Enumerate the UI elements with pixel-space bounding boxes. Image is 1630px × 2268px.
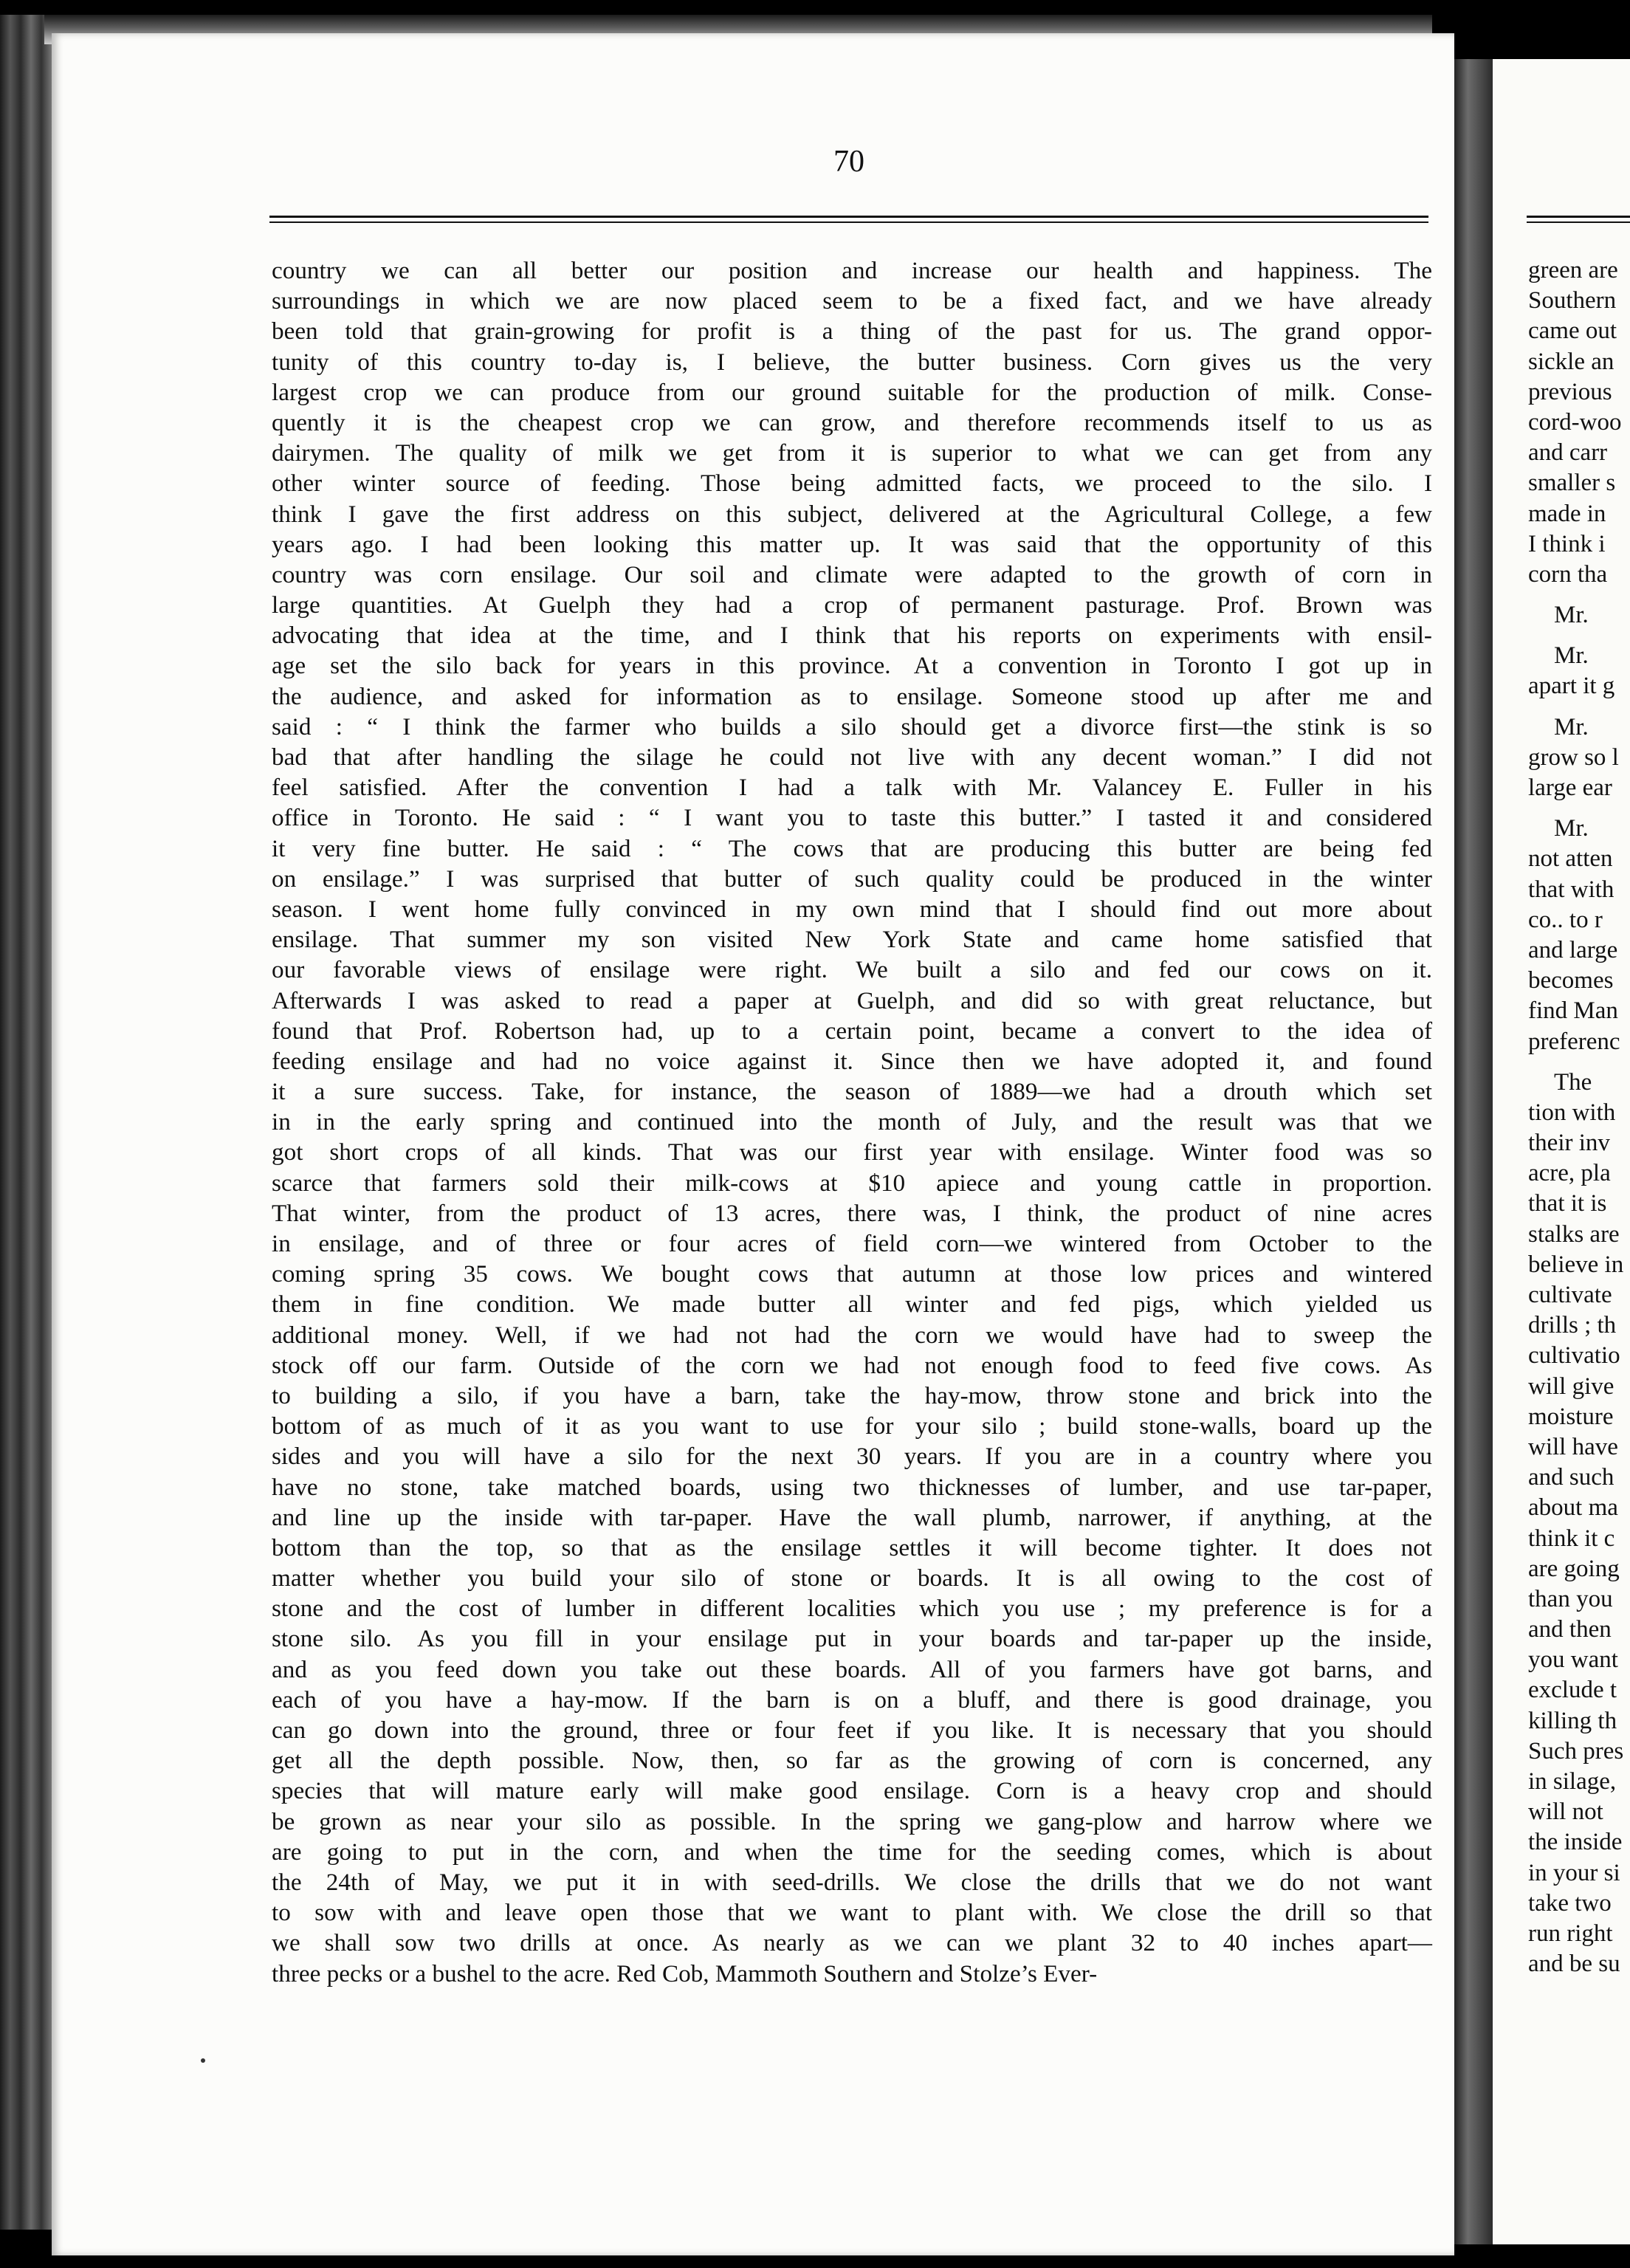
facing-text-line: green are: [1528, 257, 1618, 284]
facing-text-line: the inside: [1528, 1829, 1623, 1856]
facing-text-line: that with: [1528, 876, 1614, 903]
text-line: country was corn ensilage. Our soil and climate were adapted to the growth of corn in: [272, 560, 1432, 588]
text-line: in ensilage, and of three or four acres of field corn—we wintered from October to the: [272, 1230, 1432, 1257]
facing-text-line: co.. to r: [1528, 906, 1603, 933]
text-line: have no stone, take matched boards, using two thicknesses of lumber, and use tar-paper,: [272, 1473, 1432, 1501]
text-line: our favorable views of ensilage were right. We built a silo and fed our cows on it.: [272, 956, 1432, 984]
facing-page-text: [1528, 255, 1630, 1979]
text-line: dairymen. The quality of milk we get from it is superior to what we can get from any: [272, 439, 1432, 467]
facing-text-line: sickle an: [1528, 348, 1614, 375]
facing-text-line: Such pres: [1528, 1737, 1624, 1764]
facing-header-rule-secondary: [1527, 221, 1630, 223]
facing-text-line: drills ; th: [1528, 1312, 1617, 1339]
facing-text-line: and large: [1528, 936, 1618, 963]
text-line: tunity of this country to-day is, I believe, the butter business. Corn gives us the very: [272, 348, 1432, 376]
facing-text-line: previous: [1528, 378, 1612, 405]
text-line: office in Toronto. He said : “ I want you to taste this butter.” I tasted it and considered: [272, 804, 1432, 832]
text-line: additional money. Well, if we had not had the corn we would have had to sweep the: [272, 1321, 1432, 1349]
text-line: scarce that farmers sold their milk-cows at $10 apiece and young cattle in proportion.: [272, 1169, 1432, 1197]
text-line: years ago. I had been looking this matter up. It was said that the opportunity of this: [272, 530, 1432, 558]
facing-text-line: cultivatio: [1528, 1342, 1620, 1370]
text-line: the audience, and asked for information as to ensilage. Someone stood up after me and: [272, 682, 1432, 710]
text-line: surroundings in which we are now placed seem to be a fixed fact, and we have already: [272, 287, 1432, 315]
facing-text-line: preferenc: [1528, 1028, 1620, 1055]
text-line: ensilage. That summer my son visited New York State and came home satisfied that: [272, 926, 1432, 954]
page-number: 70: [833, 145, 864, 179]
text-line: age set the silo back for years in this province. At a convention in Toronto I got up in: [272, 652, 1432, 680]
facing-text-line: Mr.: [1554, 713, 1589, 740]
text-line: stone silo. As you fill in your ensilage put in your boards and tar-paper up the inside,: [272, 1625, 1432, 1653]
text-line: got short crops of all kinds. That was our first year with ensilage. Winter food was so: [272, 1138, 1432, 1166]
book-gutter: [1454, 59, 1493, 2244]
body-text: [272, 255, 1432, 1989]
text-line: on ensilage.” I was surprised that butter of such quality could be produced in the winter: [272, 865, 1432, 893]
facing-text-line: will give: [1528, 1372, 1614, 1400]
facing-text-line: tion with: [1528, 1099, 1616, 1126]
facing-text-line: about ma: [1528, 1494, 1618, 1522]
text-line: coming spring 35 cows. We bought cows that autumn at those low prices and wintered: [272, 1260, 1432, 1288]
facing-text-line: stalks are: [1528, 1220, 1620, 1248]
facing-text-line: made in: [1528, 500, 1606, 527]
facing-text-line: Mr.: [1554, 815, 1589, 842]
text-line: found that Prof. Robertson had, up to a certain point, became a convert to the idea of: [272, 1017, 1432, 1045]
facing-text-line: and carr: [1528, 439, 1608, 467]
text-line: country we can all better our position and increase our health and happiness. The: [272, 257, 1432, 284]
facing-text-line: killing th: [1528, 1707, 1617, 1734]
text-line: feeding ensilage and had no voice against it. Since then we have adopted it, and found: [272, 1047, 1432, 1075]
facing-text-line: are going: [1528, 1555, 1620, 1582]
facing-text-line: will have: [1528, 1433, 1618, 1460]
text-line: bad that after handling the silage he could not live with any decent woman.” I did not: [272, 743, 1432, 771]
facing-text-line: I think i: [1528, 530, 1606, 557]
facing-text-line: their inv: [1528, 1130, 1610, 1157]
text-line: them in fine condition. We made butter all winter and fed pigs, which yielded us: [272, 1291, 1432, 1319]
text-line: think I gave the first address on this subject, delivered at the Agricultural College, a few: [272, 500, 1432, 528]
header-rule-secondary: [269, 221, 1428, 223]
facing-text-line: The: [1554, 1068, 1592, 1096]
text-line: stock off our farm. Outside of the corn we had not enough food to feed five cows. As: [272, 1351, 1432, 1379]
facing-text-line: in silage,: [1528, 1768, 1617, 1795]
facing-text-line: that it is: [1528, 1190, 1607, 1217]
text-line: feel satisfied. After the convention I had a talk with Mr. Valancey E. Fuller in his: [272, 774, 1432, 802]
text-line: each of you have a hay-mow. If the barn is on a bluff, and there is good drainage, you: [272, 1685, 1432, 1714]
facing-text-line: and such: [1528, 1464, 1614, 1491]
text-line: Afterwards I was asked to read a paper at Guelph, and did so with great reluctance, but: [272, 986, 1432, 1014]
text-line: and as you feed down you take out these boards. All of you farmers have got barns, and: [272, 1655, 1432, 1683]
facing-text-line: came out: [1528, 317, 1617, 345]
facing-text-line: find Man: [1528, 997, 1618, 1025]
facing-text-line: acre, pla: [1528, 1160, 1611, 1187]
text-line: other winter source of feeding. Those being admitted facts, we proceed to the silo. I: [272, 470, 1432, 498]
facing-text-line: apart it g: [1528, 673, 1615, 700]
text-line: are going to put in the corn, and when the time for the seeding comes, which is about: [272, 1838, 1432, 1866]
text-line: bottom than the top, so that as the ensilage settles it will become tighter. It does not: [272, 1533, 1432, 1561]
text-line: can go down into the ground, three or four feet if you like. It is necessary that you should: [272, 1717, 1432, 1744]
facing-text-line: exclude t: [1528, 1677, 1617, 1704]
facing-text-line: Mr.: [1554, 642, 1589, 670]
facing-text-line: not atten: [1528, 845, 1613, 873]
text-line: species that will mature early will make good ensilage. Corn is a heavy crop and should: [272, 1777, 1432, 1805]
facing-text-line: becomes: [1528, 967, 1614, 994]
text-line: and line up the inside with tar-paper. Have the wall plumb, narrower, if anything, at the: [272, 1503, 1432, 1531]
text-line: large quantities. At Guelph they had a crop of permanent pasturage. Prof. Brown was: [272, 591, 1432, 619]
text-line: be grown as near your silo as possible. In the spring we gang-plow and harrow where we: [272, 1807, 1432, 1835]
text-line: stone and the cost of lumber in different localities which you use ; my preference is for a: [272, 1595, 1432, 1623]
text-line: to sow with and leave open those that we want to plant with. We close the drill so that: [272, 1899, 1432, 1927]
facing-text-line: large ear: [1528, 774, 1612, 801]
text-line: season. I went home fully convinced in my own mind that I should find out more about: [272, 895, 1432, 923]
text-line: to building a silo, if you have a barn, take the hay-mow, throw stone and brick into the: [272, 1381, 1432, 1409]
text-line: we shall sow two drills at once. As nearly as we can we plant 32 to 40 inches apart—: [272, 1929, 1432, 1957]
facing-text-line: will not: [1528, 1798, 1603, 1826]
text-line: said : “ I think the farmer who builds a silo should get a divorce first—the stink is so: [272, 712, 1432, 740]
facing-text-line: Mr.: [1554, 602, 1589, 629]
text-line: in in the early spring and continued into the month of July, and the result was that we: [272, 1108, 1432, 1136]
text-line: largest crop we can produce from our ground suitable for the production of milk. Conse-: [272, 378, 1432, 406]
facing-text-line: in your si: [1528, 1859, 1620, 1886]
facing-text-line: smaller s: [1528, 470, 1616, 497]
text-line: get all the depth possible. Now, then, so far as the growing of corn is concerned, any: [272, 1747, 1432, 1775]
facing-text-line: and then: [1528, 1616, 1612, 1643]
facing-text-line: grow so l: [1528, 743, 1619, 771]
facing-text-line: Southern: [1528, 287, 1617, 315]
text-line: it a sure success. Take, for instance, the season of 1889—we had a drouth which set: [272, 1078, 1432, 1106]
text-line: advocating that idea at the time, and I think that his reports on experiments with ensil-: [272, 622, 1432, 650]
text-line: the 24th of May, we put it in with seed-drills. We close the drills that we do not want: [272, 1868, 1432, 1896]
text-line: been told that grain-growing for profit is a thing of the past for us. The grand oppor-: [272, 317, 1432, 346]
facing-text-line: than you: [1528, 1585, 1613, 1612]
facing-text-line: cord-woo: [1528, 408, 1622, 436]
facing-text-line: take two: [1528, 1889, 1612, 1917]
facing-text-line: run right: [1528, 1920, 1613, 1947]
facing-text-line: and be su: [1528, 1951, 1620, 1978]
facing-text-line: believe in: [1528, 1251, 1624, 1278]
text-line: matter whether you build your silo of stone or boards. It is all owing to the cost of: [272, 1564, 1432, 1592]
facing-text-line: corn tha: [1528, 560, 1608, 588]
facing-text-line: moisture: [1528, 1403, 1614, 1430]
facing-text-line: you want: [1528, 1646, 1618, 1674]
page-stack-edge: [0, 15, 52, 2230]
facing-header-rule: [1527, 216, 1630, 218]
header-rule: [269, 216, 1428, 218]
text-line: bottom of as much of it as you want to use for your silo ; build stone-walls, board up the: [272, 1412, 1432, 1440]
facing-text-line: think it c: [1528, 1525, 1615, 1552]
text-line: it very fine butter. He said : “ The cows that are producing this butter are being fed: [272, 834, 1432, 862]
speck: [201, 2058, 205, 2063]
text-line: three pecks or a bushel to the acre. Red Cob, Mammoth Southern and Stolze’s Ever-: [272, 1959, 1098, 1987]
text-line: quently it is the cheapest crop we can grow, and therefore recommends itself to us as: [272, 408, 1432, 436]
facing-text-line: cultivate: [1528, 1282, 1612, 1308]
text-line: That winter, from the product of 13 acres, there was, I think, the product of nine acres: [272, 1199, 1432, 1227]
text-line: sides and you will have a silo for the next 30 years. If you are in a country where you: [272, 1443, 1432, 1471]
